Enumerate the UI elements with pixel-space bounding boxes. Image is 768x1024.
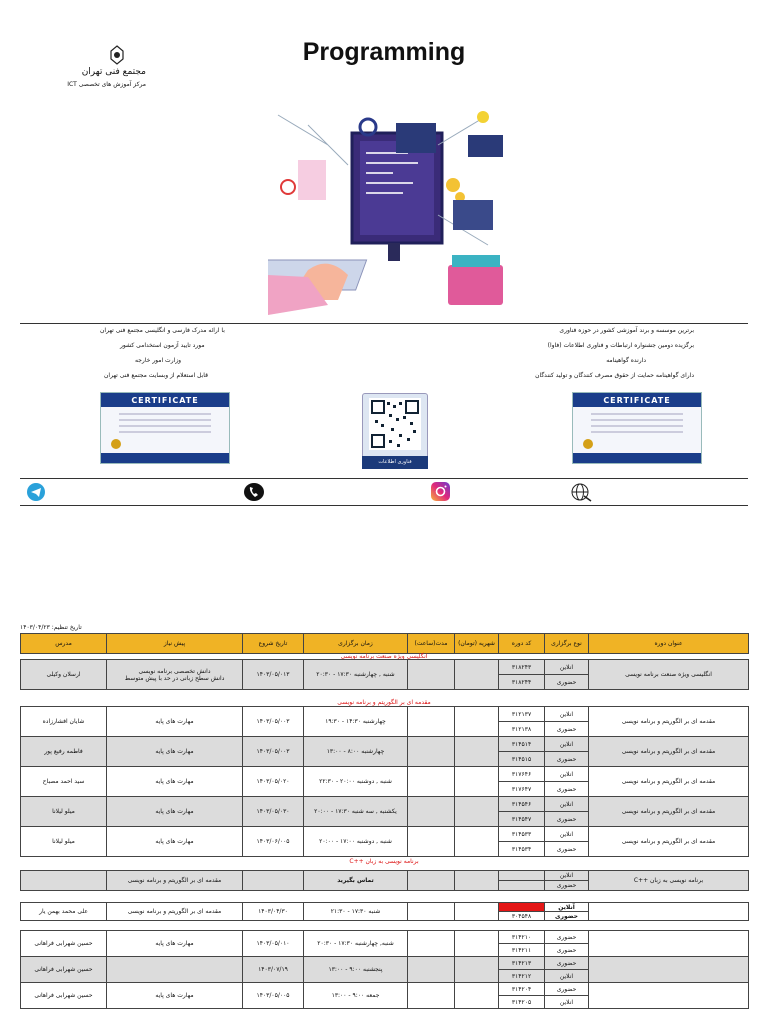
type-cell: انلاین [545,707,589,722]
header-time: زمان برگزاری [304,634,408,654]
header-duration: مدت(ساعت) [408,634,455,654]
teacher-cell: میلو لیلانا [21,797,107,827]
table-row[interactable] [21,903,749,912]
start-cell: ۱۴۰۳/۰۵/۰۲۰ [243,767,304,797]
header-course: عنوان دوره [589,634,749,654]
time-cell: جمعه ۹:۰۰ - ۱۳:۰۰ [304,983,408,1009]
fee-cell [455,767,499,797]
info-right-3: دارنده گواهینامه [606,357,646,364]
table-row[interactable] [21,983,749,996]
fee-cell [455,983,499,1009]
start-cell: ۱۴۰۳/۰۵/۰۱۳ [243,660,304,690]
code-cell: ۳۱۲۱۳۷ [499,707,545,722]
course-cell: انگلیسی ویژه صنعت برنامه نویسی [589,660,749,690]
prereq-cell: مهارت های پایه [107,931,243,957]
code-cell: ۳۱۴۲۰۵ [499,996,545,1009]
code-cell [499,871,545,881]
type-cell: انلاین [545,737,589,752]
section-title: انگلیسی ویژه صنعت برنامه نویسی [340,653,428,660]
info-right-4: دارای گواهینامه حمایت از حقوق مصرف کنندگان و تولید کنندگان [535,372,694,379]
code-cell: ۳۱۴۲۰۴ [499,983,545,996]
type-cell: حضوری [545,722,589,737]
time-cell: چهارشنبه ۸:۰۰ - ۱۳:۰۰ [304,737,408,767]
schedule-table-cpp-2 [20,902,749,921]
divider-social-bottom [20,505,748,506]
duration-cell [408,797,455,827]
type-cell: حضوری [545,881,589,891]
code-cell: ۳۱۷۶۴۷ [499,782,545,797]
teacher-cell: فاطمه رفیع پور [21,737,107,767]
type-cell: انلاین [545,996,589,1009]
type-cell: حضوری [545,983,589,996]
course-cell [589,983,749,1009]
fee-cell [455,660,499,690]
time-cell: شنبه, چهارشنبه ۱۷:۳۰ - ۲۰:۳۰ [304,931,408,957]
course-cell: مقدمه ای بر الگوریتم و برنامه نویسی [589,797,749,827]
code-cell: ۳۰۴۵۴۸ [499,912,545,921]
info-left-4: قابل استعلام از وبسایت مجتمع فنی تهران [104,372,208,379]
crest-icon [108,45,126,65]
code-cell: ۳۱۴۲۱۱ [499,944,545,957]
type-cell: انلاین [545,767,589,782]
prereq-cell: مقدمه ای بر الگوریتم و برنامه نویسی [107,871,243,891]
duration-cell [408,660,455,690]
time-cell: پنجشنبه ۹:۰۰ - ۱۳:۰۰ [304,957,408,983]
duration-cell [408,707,455,737]
page-title: Programming [302,38,466,66]
table-row[interactable] [21,931,749,944]
teacher-cell: میلو لیلانا [21,827,107,857]
code-cell: ۳۱۴۵۱۴ [499,737,545,752]
prereq-cell: مهارت های پایه [107,827,243,857]
teacher-cell: علی محمد بهمن یار [21,903,107,921]
type-cell: انلاین [545,970,589,983]
code-cell: ۳۱۴۵۴۶ [499,797,545,812]
seal-icon [583,439,593,449]
logo-line-2: مرکز آموزش های تخصصی ICT [67,81,146,88]
prereq-cell: دانش تخصصی برنامه نویسی دانش سطح زبانی در حد با پیش متوسط [107,660,243,690]
time-cell: چهارشنبه ۱۴:۳۰ - ۱۹:۳۰ [304,707,408,737]
header-teacher: مدرس [21,634,107,654]
info-left-3: وزارت امور خارجه [135,357,182,364]
header-code: کد دوره [499,634,545,654]
course-cell: برنامه نویسی به زبان ++C [589,871,749,891]
time-cell: شنبه ۱۷:۳۰ - ۲۱:۳۰ [304,903,408,921]
time-cell: شنبه , دوشنبه ۱۷:۰۰ - ۲۰:۰۰ [304,827,408,857]
start-cell: ۱۴۰۳/۰۷/۱۹ [243,957,304,983]
duration-cell [408,931,455,957]
code-cell: ۳۱۴۵۳۴ [499,842,545,857]
header-type: نوع برگزاری [545,634,589,654]
prereq-cell: مقدمه ای بر الگوریتم و برنامه نویسی [107,903,243,921]
time-cell: شنبه , دوشنبه ۲۰:۰۰ - ۲۲:۳۰ [304,767,408,797]
type-cell: آنلاین [545,903,589,912]
prereq-cell: مهارت های پایه [107,797,243,827]
type-cell: حضوری [545,675,589,690]
instagram-icon[interactable] [431,482,450,501]
fee-cell [455,931,499,957]
certificate-image-persian [100,392,230,464]
prereq-cell [107,957,243,983]
duration-cell [408,903,455,921]
telegram-icon[interactable] [27,483,45,501]
type-cell: حضوری [545,752,589,767]
info-left-2: مورد تایید آزمون استخدامی کشور [120,342,205,349]
website-globe-icon[interactable] [570,482,592,502]
table-row[interactable] [21,827,749,842]
table-row[interactable] [21,660,749,675]
course-cell: مقدمه ای بر الگوریتم و برنامه نویسی [589,827,749,857]
teacher-cell: ارسلان وکیلی [21,660,107,690]
type-cell: انلاین [545,827,589,842]
fee-cell [455,957,499,983]
code-cell [499,881,545,891]
prereq-cell: مهارت های پایه [107,737,243,767]
type-cell: حضوری [545,912,589,921]
schedule-table-english [20,659,749,690]
type-cell: انلاین [545,871,589,881]
section-title: برنامه نویسی به زبان ++C [349,858,419,865]
seal-icon [111,439,121,449]
type-cell: انلاین [545,660,589,675]
schedule-table-cpp [20,870,749,891]
code-cell: ۳۱۴۲۱۰ [499,931,545,944]
teacher-cell: حسین شهرابی فراهانی [21,957,107,983]
info-left-1: با ارائه مدرک فارسی و انگلیسی مجتمع فنی تهران [100,327,225,334]
teacher-cell [21,871,107,891]
duration-cell [408,737,455,767]
course-cell [589,931,749,957]
fee-cell [455,707,499,737]
code-cell: ۳۱۷۶۴۶ [499,767,545,782]
prereq-cell: مهارت های پایه [107,707,243,737]
course-cell [589,957,749,983]
table-row[interactable] [21,957,749,970]
info-right-2: برگزیده دومین جشنواره ارتباطات و فناوری اطلاعات (فاوا) [547,342,694,349]
code-cell: ۳۱۴۵۳۳ [499,827,545,842]
divider-social-top [20,478,748,479]
date-label: تاریخ تنظیم: ۱۴۰۳/۰۴/۲۳ [20,624,82,631]
type-cell: حضوری [545,957,589,970]
schedule-header [20,633,749,654]
start-cell: ۱۴۰۳/۰۵/۰۰۳ [243,737,304,767]
prereq-cell: مهارت های پایه [107,767,243,797]
fee-cell [455,871,499,891]
teacher-cell: شایان افشارزاده [21,707,107,737]
qr-code-icon [363,394,427,456]
teacher-cell: حسین شهرابی فراهانی [21,931,107,957]
logo-line-1: مجتمع فنی تهران [81,67,146,77]
start-cell: ۱۴۰۳/۰۵/۰۱۰ [243,931,304,957]
start-cell: ۱۴۰۳/۰۵/۰۰۵ [243,983,304,1009]
fee-cell [455,797,499,827]
duration-cell [408,871,455,891]
code-cell: ۳۱۸۲۴۴ [499,675,545,690]
schedule-table-cpp-3 [20,930,749,1009]
type-cell: حضوری [545,944,589,957]
certificate-title: CERTIFICATE [603,396,671,405]
hero-illustration [268,105,518,320]
code-cell: ۳۱۲۱۳۸ [499,722,545,737]
certificate-title: CERTIFICATE [131,396,199,405]
code-cell: ۳۱۴۵۴۷ [499,812,545,827]
teacher-cell: سید احمد مصباح [21,767,107,797]
start-cell: ۱۴۰۳/۰۵/۰۰۳ [243,707,304,737]
duration-cell [408,767,455,797]
table-row[interactable] [21,737,749,752]
certificate-image-english [572,392,702,464]
header-prereq: پیش نیاز [107,634,243,654]
type-cell: انلاین [545,797,589,812]
table-row[interactable] [21,767,749,782]
duration-cell [408,957,455,983]
time-cell: یکشنبه , سه شنبه ۱۷:۳۰ - ۲۰:۰۰ [304,797,408,827]
type-cell: حضوری [545,812,589,827]
phone-icon[interactable] [243,482,265,502]
code-cell: ۳۱۴۲۱۲ [499,970,545,983]
course-cell [589,903,749,921]
course-cell: مقدمه ای بر الگوریتم و برنامه نویسی [589,767,749,797]
code-cell: ۳۱۸۲۴۳ [499,660,545,675]
divider-top [20,323,748,324]
type-cell: حضوری [545,931,589,944]
table-row[interactable] [21,707,749,722]
teacher-cell: حسین شهرابی فراهانی [21,983,107,1009]
start-cell [243,871,304,891]
header-start: تاریخ شروع [243,634,304,654]
duration-cell [408,983,455,1009]
course-cell: مقدمه ای بر الگوریتم و برنامه نویسی [589,707,749,737]
fee-cell [455,827,499,857]
logo [67,45,150,97]
qr-label: فناوری اطلاعات [362,456,428,469]
start-cell: ۱۴۰۳/۰۴/۳۰ [243,903,304,921]
info-right-1: برترین موسسه و برند آموزشی کشور در حوزه فناوری [559,327,694,334]
duration-cell [408,827,455,857]
start-cell: ۱۴۰۳/۰۵/۰۳۰ [243,797,304,827]
course-cell: مقدمه ای بر الگوریتم و برنامه نویسی [589,737,749,767]
start-cell: ۱۴۰۳/۰۶/۰۰۵ [243,827,304,857]
type-cell: حضوری [545,842,589,857]
table-row[interactable] [21,871,749,881]
table-row[interactable] [21,797,749,812]
prereq-cell: مهارت های پایه [107,983,243,1009]
code-cell [499,903,545,912]
header-fee: شهریه (تومان) [455,634,499,654]
code-cell: ۳۱۴۵۱۵ [499,752,545,767]
type-cell: حضوری [545,782,589,797]
time-cell: تماس بگیرید [304,871,408,891]
fee-cell [455,903,499,921]
time-cell: شنبه , چهارشنبه ۱۷:۳۰ - ۲۰:۳۰ [304,660,408,690]
fee-cell [455,737,499,767]
section-title: مقدمه ای بر الگوریتم و برنامه نویسی [337,699,431,706]
schedule-table-algorithm [20,706,749,857]
code-cell: ۳۱۴۲۱۳ [499,957,545,970]
